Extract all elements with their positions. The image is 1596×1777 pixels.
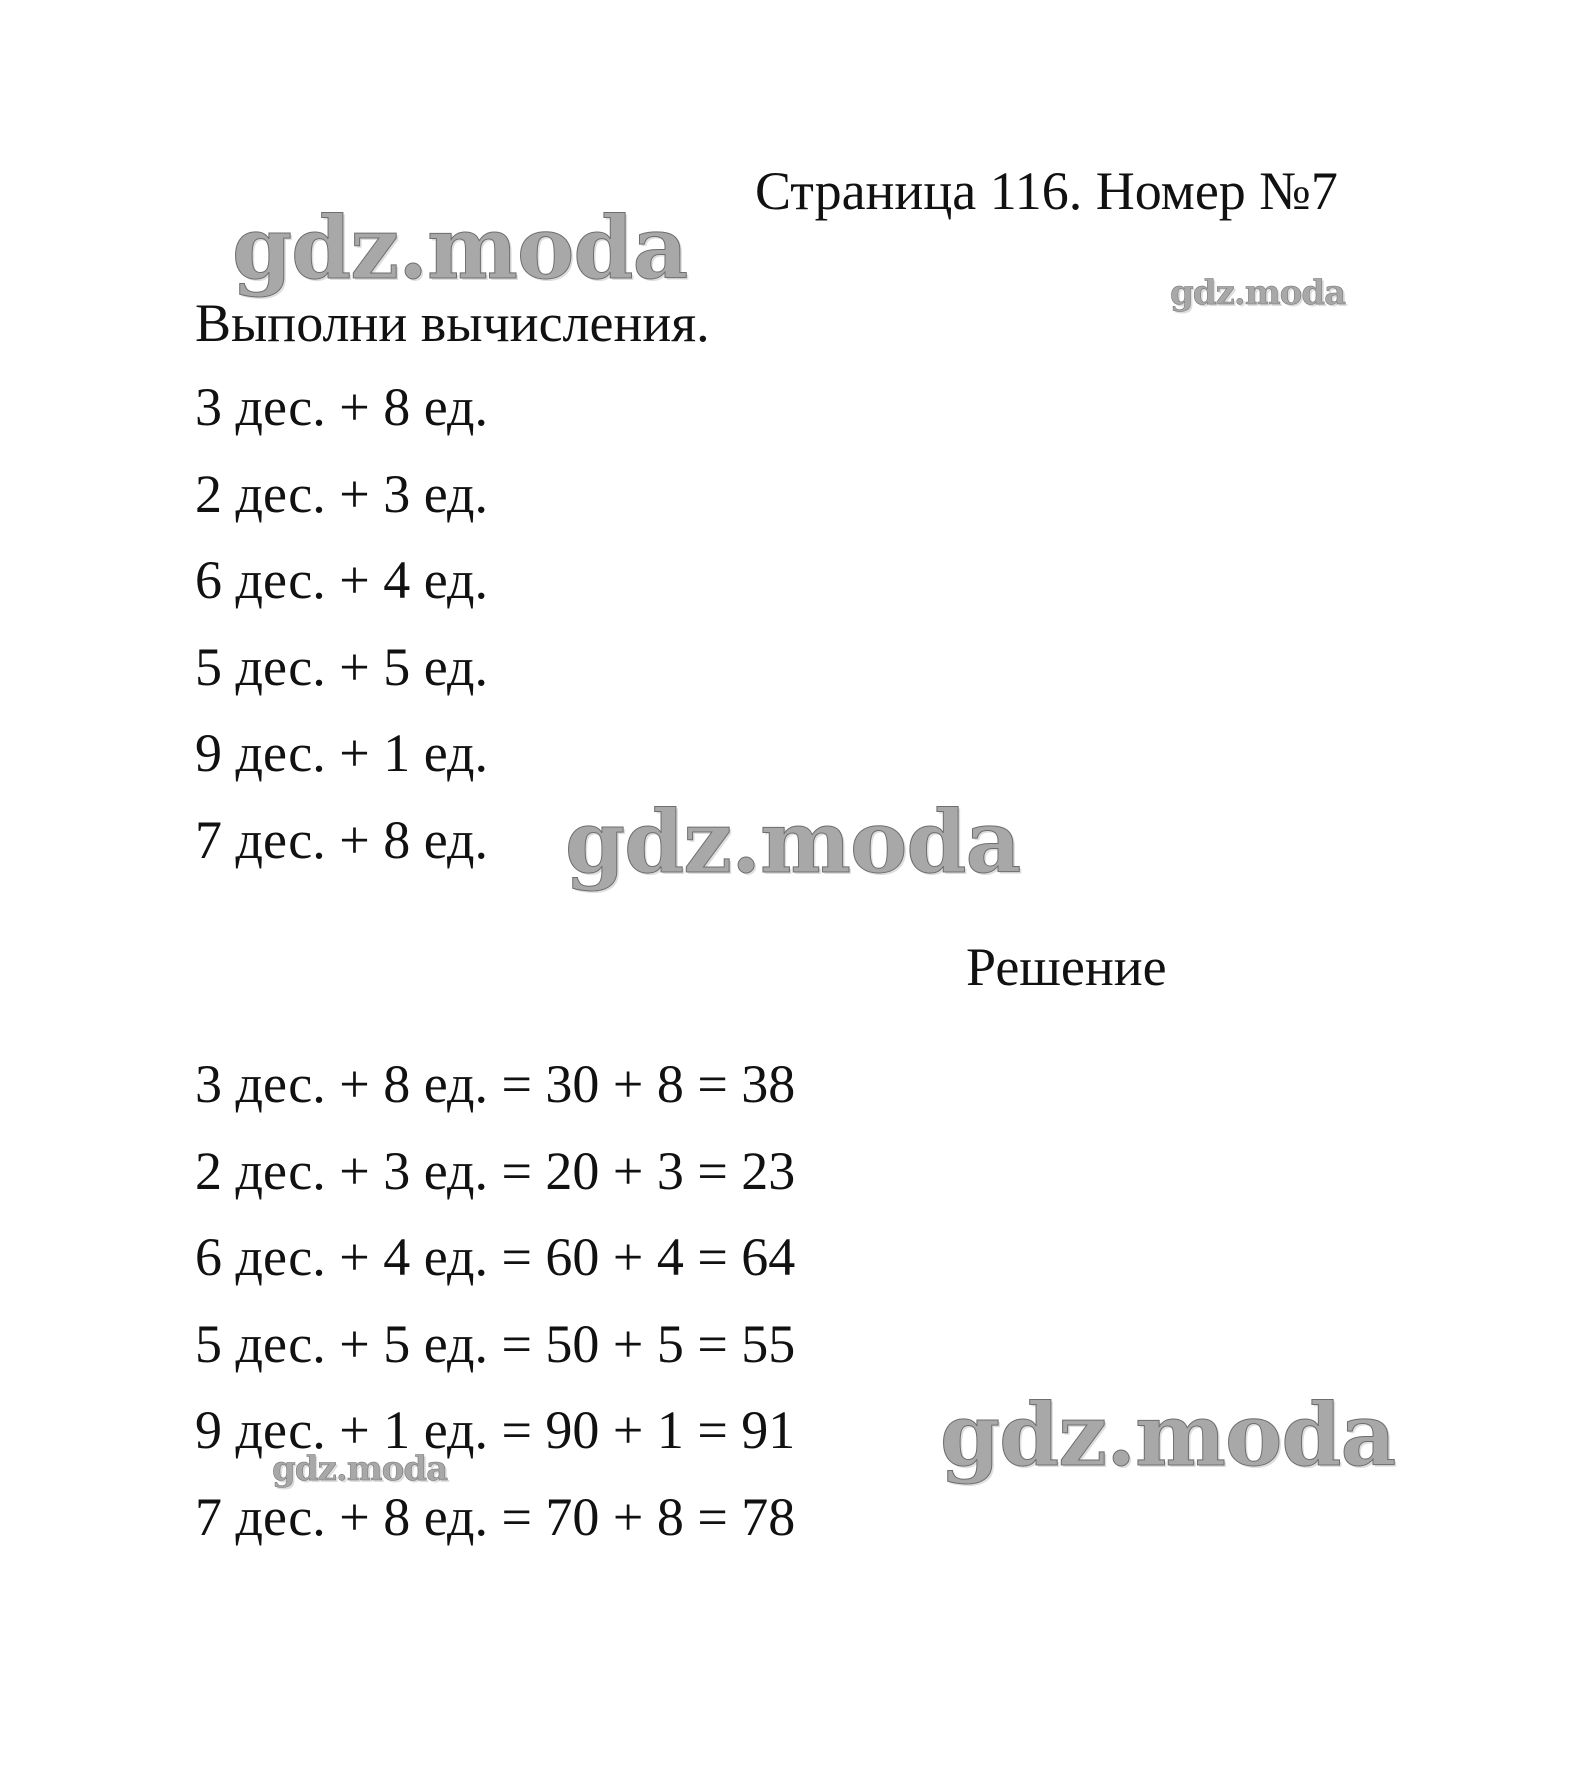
page-title: Страница 116. Номер №7 [755,161,1338,221]
solution-heading: Решение [966,937,1167,997]
task-line: 7 дес. + 8 ед. [195,810,488,870]
solution-line: 9 дес. + 1 ед. = 90 + 1 = 91 [195,1400,796,1460]
task-line: 6 дес. + 4 ед. [195,550,488,610]
task-line: 2 дес. + 3 ед. [195,464,488,524]
solution-line: 2 дес. + 3 ед. = 20 + 3 = 23 [195,1141,796,1201]
watermark: gdz.moda [272,1449,448,1489]
task-line: 3 дес. + 8 ед. [195,377,488,437]
watermark: gdz.moda [940,1385,1396,1486]
solution-line: 3 дес. + 8 ед. = 30 + 8 = 38 [195,1054,796,1114]
solution-line: 6 дес. + 4 ед. = 60 + 4 = 64 [195,1227,796,1287]
watermark: gdz.moda [1170,273,1346,313]
task-instruction: Выполни вычисления. [195,293,710,353]
task-line: 5 дес. + 5 ед. [195,637,488,697]
task-line: 9 дес. + 1 ед. [195,723,488,783]
solution-line: 7 дес. + 8 ед. = 70 + 8 = 78 [195,1487,796,1547]
solution-line: 5 дес. + 5 ед. = 50 + 5 = 55 [195,1314,796,1374]
watermark: gdz.moda [232,198,688,299]
watermark: gdz.moda [565,792,1021,893]
